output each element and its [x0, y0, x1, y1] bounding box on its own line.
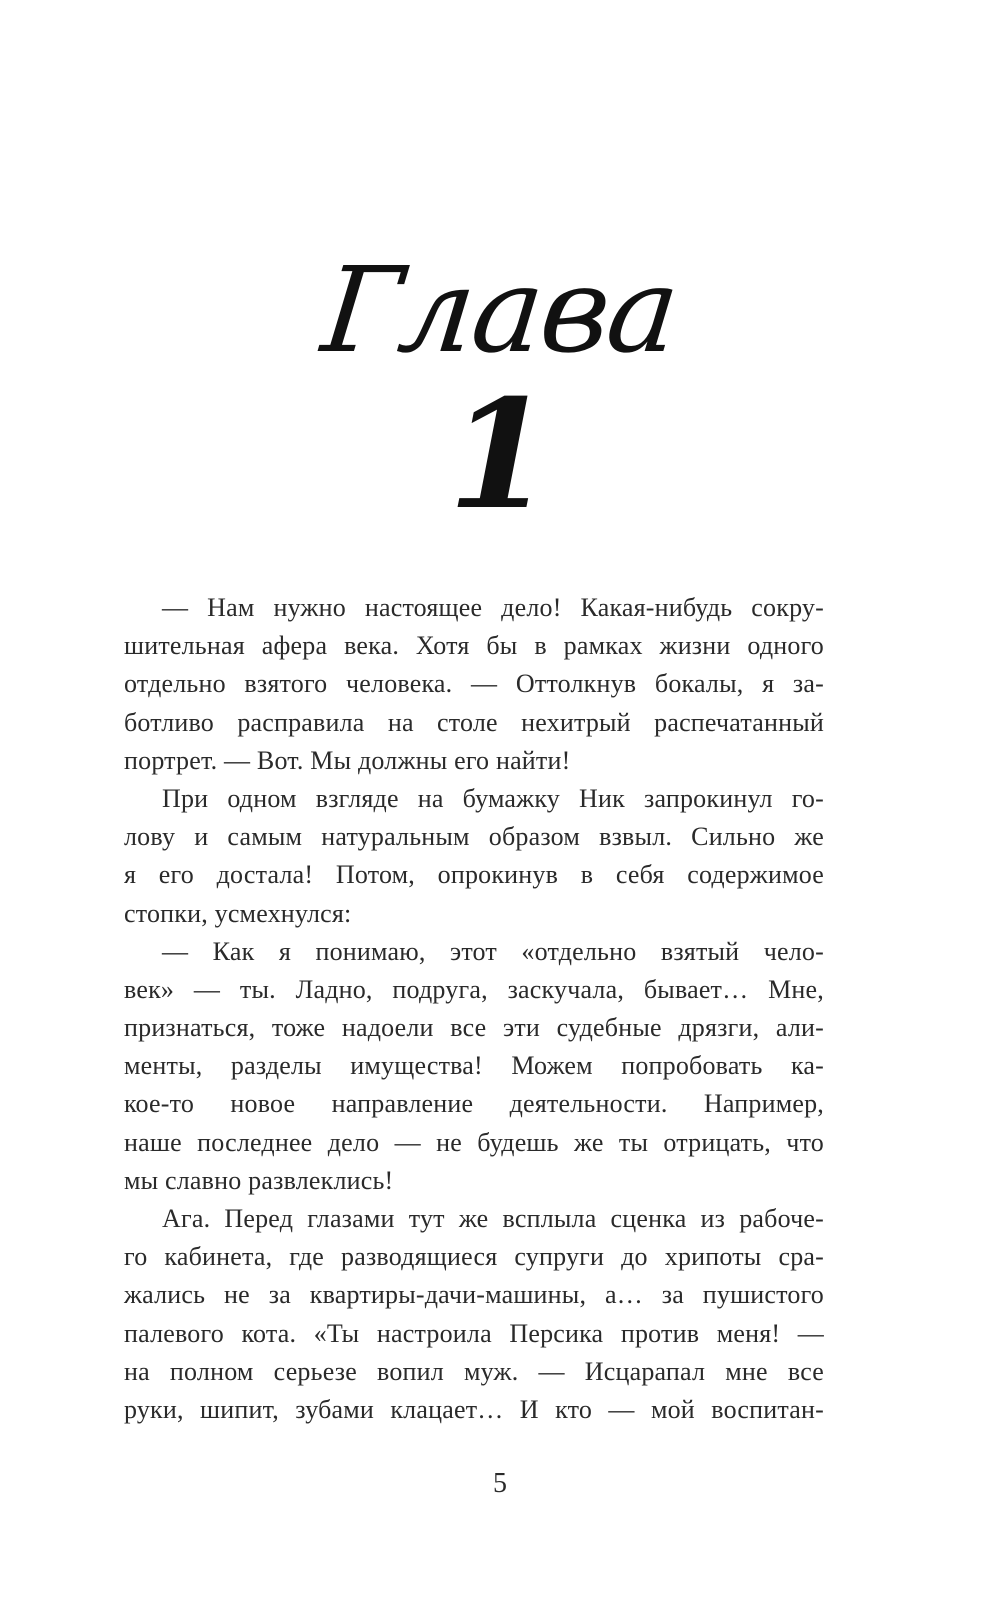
text-line: шительная афера века. Хотя бы в рамках жизни одного [124, 631, 824, 661]
text-line: стопки, усмехнулся: [124, 898, 352, 928]
text-line: портрет. — Вот. Мы должны его найти! [124, 745, 571, 775]
text-line: наше последнее дело — не будешь же ты отрицать, что [124, 1127, 824, 1157]
chapter-number: 1 [447, 367, 553, 543]
text-line: палевого кота. «Ты настроила Персика против меня! — [124, 1318, 824, 1348]
page-number: 5 [493, 1468, 507, 1499]
text-line: я его достала! Потом, опрокинув в себя содержимое [124, 860, 824, 890]
text-line: век» — ты. Ладно, подруга, заскучала, бывает… Мне, [124, 974, 824, 1004]
chapter-title: Глава [316, 241, 684, 379]
body-text [124, 589, 824, 1429]
text-line: отдельно взятого человека. — Оттолкнув бокалы, я за- [124, 669, 824, 699]
text-line: лову и самым натуральным образом взвыл. Сильно же [124, 822, 824, 852]
text-line: руки, шипит, зубами клацает… И кто — мой воспитан- [124, 1394, 824, 1424]
text-line: кое-то новое направление деятельности. Например, [124, 1089, 824, 1119]
text-line: — Как я понимаю, этот «отдельно взятый чело- [162, 936, 824, 966]
text-line: — Нам нужно настоящее дело! Какая-нибудь сокру- [162, 593, 824, 622]
text-line: жались не за квартиры-дачи-машины, а… за пушистого [124, 1280, 824, 1310]
text-line: го кабинета, где разводящиеся супруги до хрипоты сра- [124, 1242, 824, 1272]
text-line: Ага. Перед глазами тут же всплыла сценка из рабоче- [162, 1204, 824, 1233]
chapter-heading [0, 240, 1000, 543]
text-line: на полном серьезе вопил муж. — Исцарапал мне все [124, 1356, 824, 1386]
text-line: мы славно развлеклись! [124, 1165, 394, 1195]
text-line: признаться, тоже надоели все эти судебные дрязги, али- [124, 1013, 824, 1043]
text-line: При одном взгляде на бумажку Ник запрокинул го- [162, 783, 824, 813]
text-line: менты, разделы имущества! Можем попробовать ка- [124, 1051, 824, 1081]
text-line: ботливо расправила на столе нехитрый распечатанный [124, 707, 824, 737]
